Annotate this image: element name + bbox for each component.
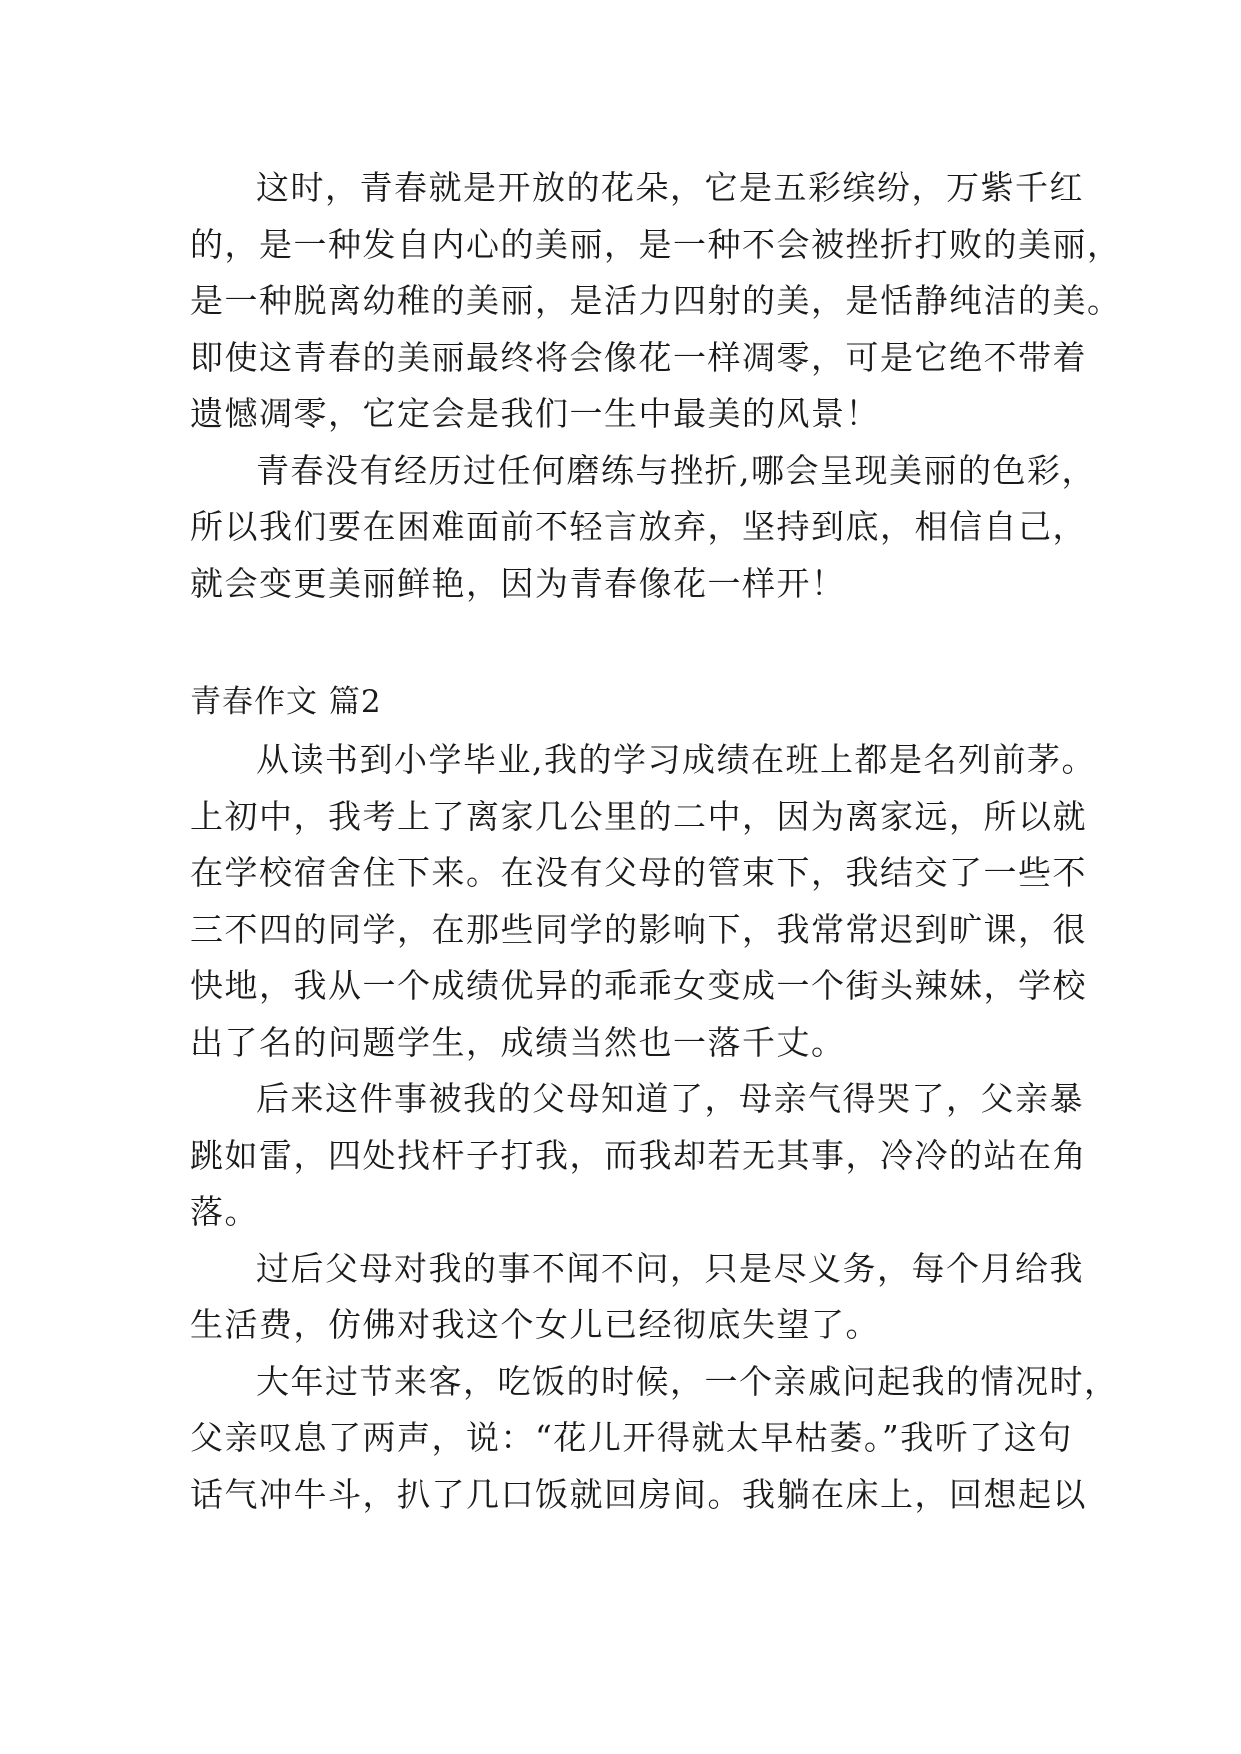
paragraph-line: 从读书到小学毕业,我的学习成绩在班上都是名列前茅。	[256, 740, 1096, 779]
paragraph-line: 后来这件事被我的父母知道了，母亲气得哭了，父亲暴	[256, 1079, 1084, 1118]
paragraph-line: 上初中，我考上了离家几公里的二中，因为离家远，所以就	[190, 797, 1087, 836]
paragraph-line: 在学校宿舍住下来。在没有父母的管束下，我结交了一些不	[190, 853, 1087, 892]
paragraph-line: 青春没有经历过任何磨练与挫折,哪会呈现美丽的色彩，	[256, 451, 1096, 490]
paragraph-line: 即使这青春的美丽最终将会像花一样凋零，可是它绝不带着	[190, 338, 1087, 377]
paragraph-line: 快地，我从一个成绩优异的乖乖女变成一个街头辣妹，学校	[190, 966, 1087, 1005]
paragraph-line: 三不四的同学，在那些同学的影响下，我常常迟到旷课，很	[190, 910, 1087, 949]
paragraph-line: 跳如雷，四处找杆子打我，而我却若无其事，冷冷的站在角	[190, 1136, 1087, 1175]
paragraph-line: 是一种脱离幼稚的美丽，是活力四射的美，是恬静纯洁的美。	[190, 281, 1122, 320]
paragraph-line: 话气冲牛斗，扒了几口饭就回房间。我躺在床上，回想起以	[190, 1475, 1087, 1514]
paragraph-line: 落。	[190, 1192, 259, 1231]
paragraph-line: 遗憾凋零，它定会是我们一生中最美的风景！	[190, 394, 880, 433]
paragraph-line: 就会变更美丽鲜艳，因为青春像花一样开！	[190, 564, 846, 603]
paragraph-line: 父亲叹息了两声，说：“花儿开得就太早枯萎。”我听了这句	[190, 1418, 1073, 1457]
section-heading: 青春作文 篇2	[190, 684, 382, 720]
paragraph-line: 生活费，仿佛对我这个女儿已经彻底失望了。	[190, 1305, 880, 1344]
paragraph-line: 这时，青春就是开放的花朵，它是五彩缤纷，万紫千红	[256, 168, 1084, 207]
paragraph-line: 出了名的问题学生，成绩当然也一落千丈。	[190, 1023, 846, 1062]
paragraph-line: 的，是一种发自内心的美丽，是一种不会被挫折打败的美丽，	[190, 225, 1122, 264]
paragraph-line: 过后父母对我的事不闻不问，只是尽义务，每个月给我	[256, 1249, 1084, 1288]
paragraph-line: 大年过节来客，吃饭的时候，一个亲戚问起我的情况时，	[256, 1362, 1119, 1401]
paragraph-line: 所以我们要在困难面前不轻言放弃，坚持到底，相信自己，	[190, 507, 1087, 546]
